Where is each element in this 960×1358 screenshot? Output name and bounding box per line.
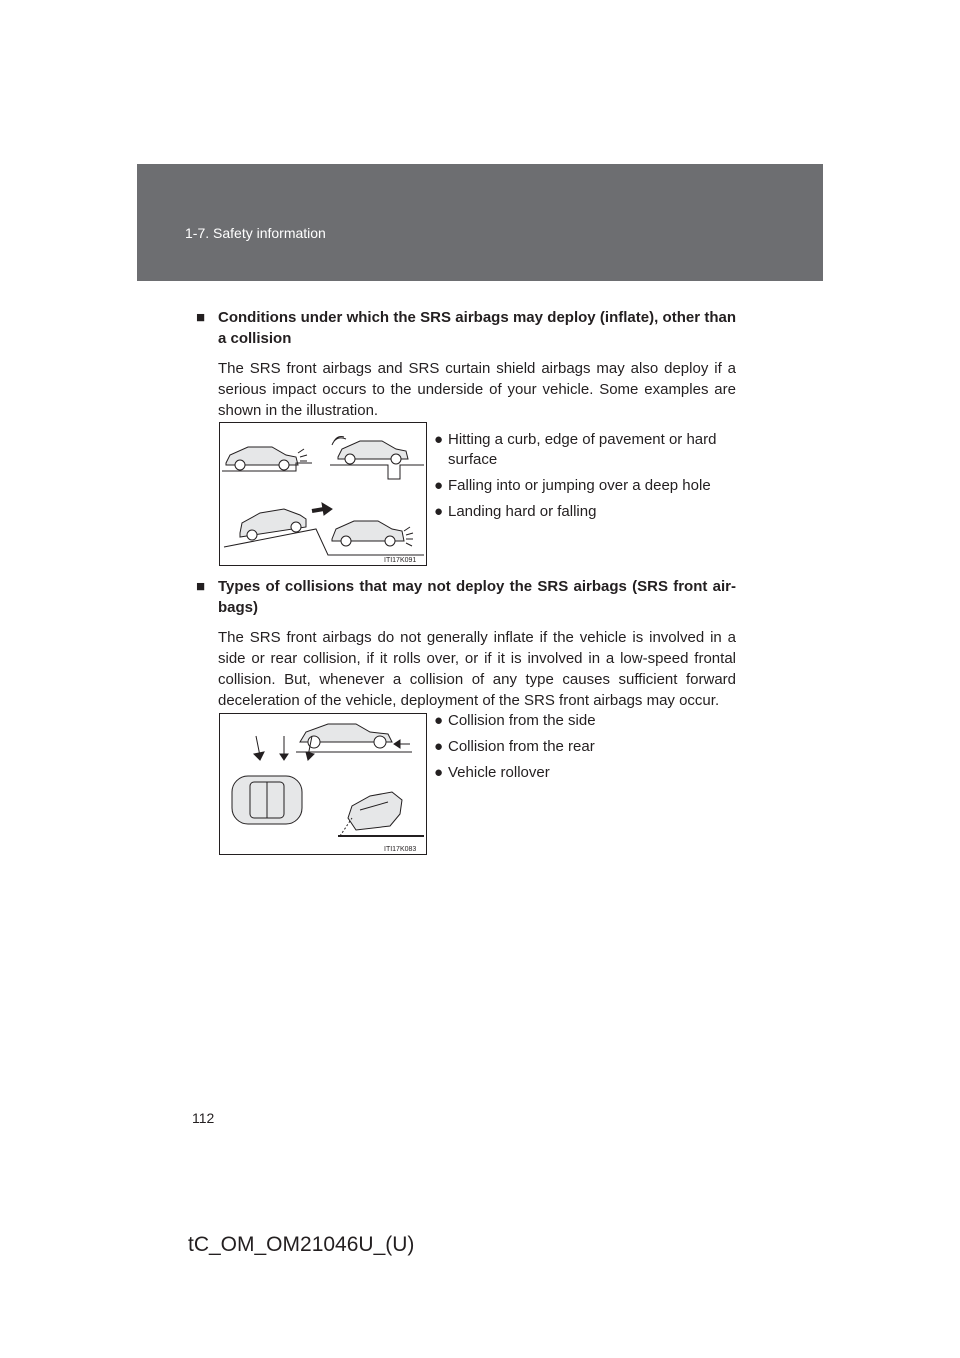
section-heading-text: Types of collisions that may not deploy the SRS airbags (SRS front air-bags) [218, 578, 736, 616]
section-deploy-conditions [196, 307, 736, 421]
bullet-icon: ● [434, 764, 444, 781]
page-number: 112 [192, 1110, 215, 1126]
collision-types-illustration [220, 714, 426, 854]
bullet-icon: ● [434, 477, 444, 494]
figure-code: ITI17K091 [384, 557, 417, 564]
cars-impact-illustration [220, 423, 426, 565]
list-item: ● Falling into or jumping over a deep hole [434, 477, 711, 494]
section-heading-text: Conditions under which the SRS airbags may deploy (inflate), other than a collision [218, 309, 736, 347]
section-heading [196, 307, 736, 349]
figure-code: ITI17K083 [384, 846, 417, 853]
illustration-collision-types [219, 713, 427, 855]
section-body: The SRS front airbags and SRS curtain shield airbags may also deploy if a serious impact occurs to the underside of your vehicle. Some examples are shown in the illustration. [218, 360, 736, 419]
bullet-list [434, 430, 734, 528]
section-non-deploy-collisions [196, 576, 736, 711]
list-item: ● Collision from the side [434, 712, 596, 729]
list-item: ● Landing hard or falling [434, 503, 597, 520]
document-id: tC_OM_OM21046U_(U) [188, 1233, 415, 1256]
bullet-icon: ● [434, 503, 444, 520]
illustration-deploy-examples [219, 422, 427, 566]
list-item: ● Vehicle rollover [434, 764, 550, 781]
section-heading [196, 576, 736, 618]
section-body: The SRS front airbags do not generally inflate if the vehicle is involved in a side or rear collision, if it rolls over, or if it is involved in a low-speed frontal collision. But, whenever a collision of any type causes sufficient forward deceleration of the vehicle, deployment of the SRS front airbags may occur. [218, 629, 736, 709]
header-band [137, 164, 823, 281]
list-item: ● Hitting a curb, edge of pavement or hard surface [434, 431, 717, 468]
bullet-icon: ● [434, 712, 444, 729]
bullet-icon: ● [434, 738, 444, 755]
list-item: ● Collision from the rear [434, 738, 595, 755]
square-bullet-icon: ■ [196, 309, 206, 326]
bullet-list [434, 711, 734, 789]
section-title: 1-7. Safety information [185, 225, 326, 241]
bullet-icon: ● [434, 431, 444, 448]
square-bullet-icon: ■ [196, 578, 206, 595]
